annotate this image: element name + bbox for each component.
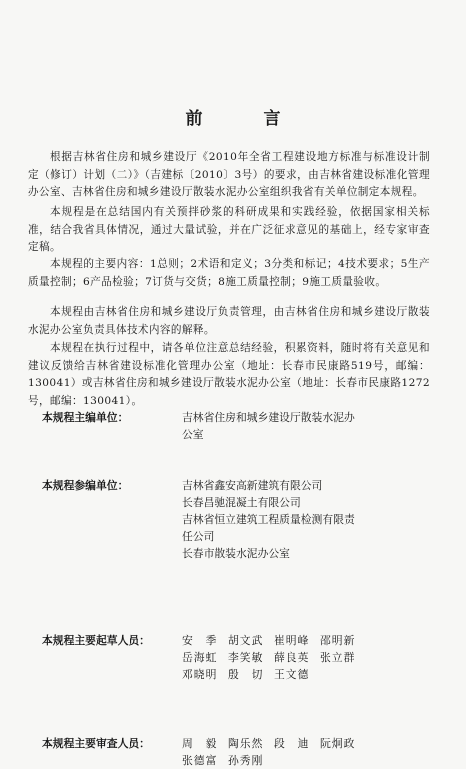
person-name: 邓晓明 [182, 668, 218, 681]
chief-editor-unit [42, 409, 442, 443]
person-name: 周 毅 [182, 737, 218, 750]
person-name: 殷 切 [228, 668, 264, 681]
co-editor-role: 本规程参编单位： [42, 479, 129, 492]
person-name: 薛良英 [274, 651, 310, 664]
reviewers-list [42, 735, 442, 769]
reviewers-role: 本规程主要审查人员： [42, 737, 150, 750]
reviewers-row [182, 735, 442, 752]
paragraph-contents: 本规程的主要内容：1总则；2术语和定义；3分类和标记；4技术要求；5生产质量控制；6产品检验；7订货与交货；8施工质量控制；9施工质量验收。 [28, 258, 430, 288]
paragraph-background: 根据吉林省住房和城乡建设厅《2010年全省工程建设地方标准与标准设计制定（修订）计划（二）》（吉建标〔2010〕3号）的要求，由吉林省建设标准化管理办公室、吉林省住房和城乡建设厅散装水泥办公室组织我省有关单位制定本规程。 [28, 151, 430, 199]
co-editor-line: 长春昌驰混凝土有限公司 [182, 496, 301, 509]
person-name: 岳海虹 [182, 651, 218, 664]
person-name: 张立群 [320, 651, 356, 664]
co-editor-line: 任公司 [182, 530, 215, 543]
page-title: 前 言 [185, 109, 303, 129]
paragraph-feedback: 本规程在执行过程中，请各单位注意总结经验，积累资料，随时将有关意见和建议反馈给吉林省建设标准化管理办公室（地址：长春市民康路519号，邮编：130041）或吉林省住房和城乡建设厅散装水泥办公室（地址：长春市民康路1272号，邮编：130041）。 [28, 342, 430, 407]
person-name: 张德富 [182, 754, 218, 767]
drafters-row [182, 666, 442, 683]
paragraph-basis: 本规程是在总结国内有关预拌砂浆的科研成果和实践经验，依据国家相关标准，结合我省具体情况，通过大量试验，并在广泛征求意见的基础上，经专家审查定稿。 [28, 206, 430, 254]
chief-editor-role: 本规程主编单位： [42, 411, 129, 424]
chief-editor-line: 公室 [182, 428, 204, 441]
person-name: 孙秀刚 [228, 754, 264, 767]
drafters-list [42, 632, 442, 683]
person-name: 安 季 [182, 634, 218, 647]
drafters-role: 本规程主要起草人员： [42, 634, 150, 647]
person-name: 李笑敏 [228, 651, 264, 664]
person-name: 邵明新 [320, 634, 356, 647]
drafters-row [182, 649, 442, 666]
person-name: 段 迪 [274, 737, 310, 750]
person-name: 崔明峰 [274, 634, 310, 647]
co-editor-line: 吉林省鑫安高新建筑有限公司 [182, 479, 323, 492]
person-name: 胡文武 [228, 634, 264, 647]
person-name: 王文德 [274, 668, 310, 681]
co-editor-units [42, 477, 442, 562]
chief-editor-line: 吉林省住房和城乡建设厅散装水泥办 [182, 411, 355, 424]
person-name: 阮炯政 [320, 737, 356, 750]
paragraph-management: 本规程由吉林省住房和城乡建设厅负责管理，由吉林省住房和城乡建设厅散装水泥办公室负责具体技术内容的解释。 [28, 306, 430, 336]
co-editor-line: 吉林省恒立建筑工程质量检测有限责 [182, 513, 355, 526]
person-name: 陶乐然 [228, 737, 264, 750]
drafters-row [182, 632, 442, 649]
co-editor-line: 长春市散装水泥办公室 [182, 547, 290, 560]
reviewers-row [182, 752, 442, 769]
